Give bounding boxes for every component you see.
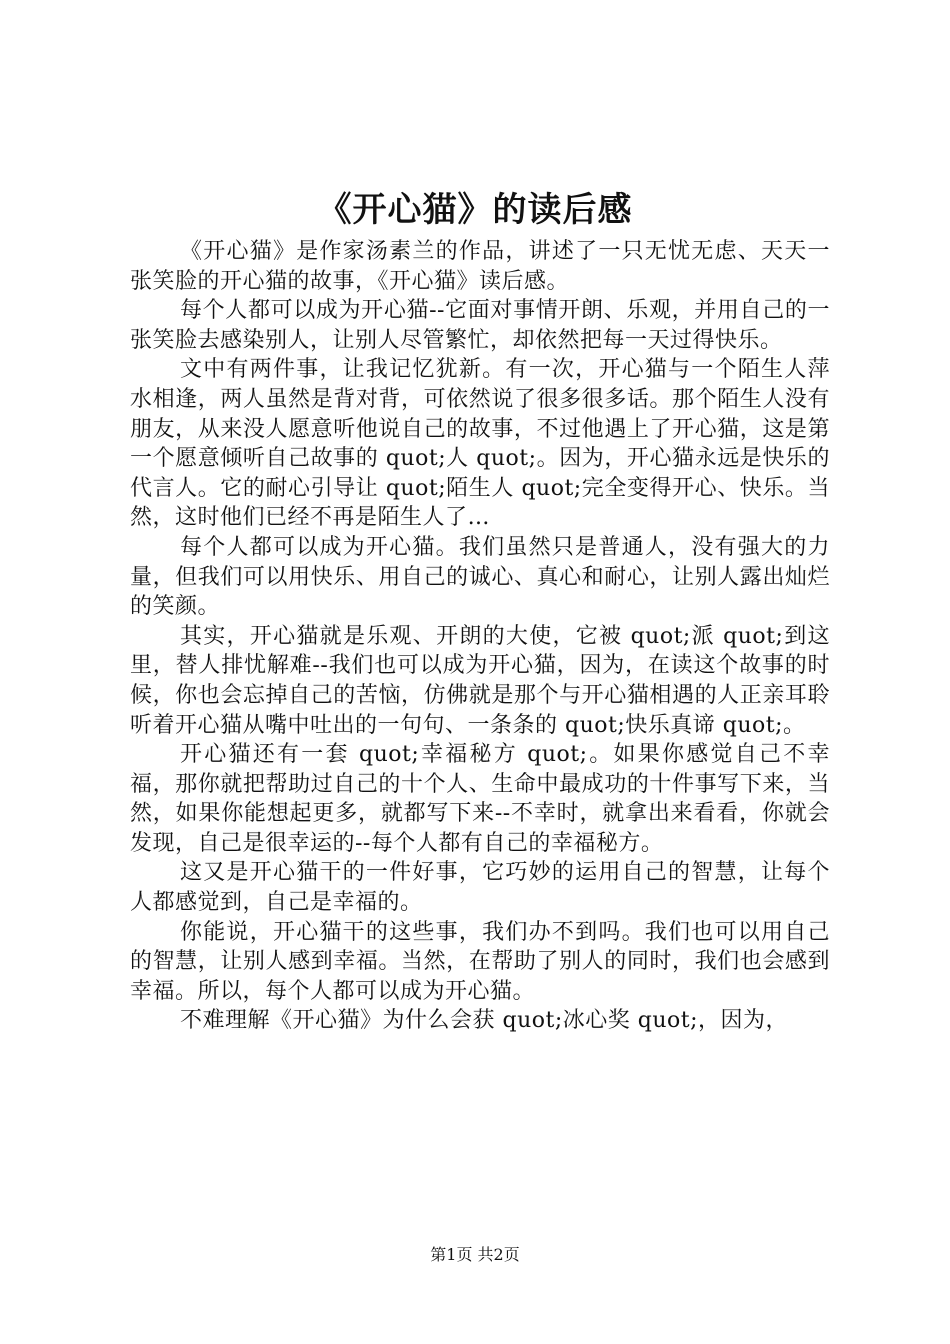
paragraph: 开心猫还有一套 quot;幸福秘方 quot;。如果你感觉自己不幸福，那你就把帮助过自己的十个人、生命中最成功的十件事写下来，当然，如果你能想起更多，就都写下来--不幸时，就拿出来看看，你就会发现，自己是很幸运的--每个人都有自己的幸福秘方。 [130,742,830,856]
document-title: 《开心猫》的读后感 [317,190,633,230]
paragraph: 其实，开心猫就是乐观、开朗的大使，它被 quot;派 quot;到这里，替人排忧解难--我们也可以成为开心猫，因为，在读这个故事的时候，你也会忘掉自己的苦恼，仿佛就是那个与开心猫相遇的人正亲耳聆听着开心猫从嘴中吐出的一句句、一条条的 quot;快乐真谛 quot;。 [130,623,830,738]
paragraph: 文中有两件事，让我记忆犹新。有一次，开心猫与一个陌生人萍水相逢，两人虽然是背对背，可依然说了很多很多话。那个陌生人没有朋友，从来没人愿意听他说自己的故事，不过他遇上了开心猫，这是第一个愿意倾听自己故事的 quot;人 quot;。因为，开心猫永远是快乐的代言人。它的耐心引导让 quot;陌生人 quot;完全变得开心、快乐。当然，这时他们已经不再是陌生人了… [130,357,830,531]
page-footer: 第1页 共2页 [430,1245,520,1264]
paragraph: 《开心猫》是作家汤素兰的作品，讲述了一只无忧无虑、天天一张笑脸的开心猫的故事，《开心猫》读后感。 [130,239,830,294]
paragraph: 每个人都可以成为开心猫。我们虽然只是普通人，没有强大的力量，但我们可以用快乐、用自己的诚心、真心和耐心，让别人露出灿烂的笑颜。 [130,534,830,620]
paragraph: 不难理解《开心猫》为什么会获 quot;冰心奖 quot;，因为， [180,1008,788,1034]
document-body [130,237,830,1036]
paragraph: 你能说，开心猫干的这些事，我们办不到吗。我们也可以用自己的智慧，让别人感到幸福。当然，在帮助了别人的同时，我们也会感到幸福。所以，每个人都可以成为开心猫。 [130,919,830,1004]
paragraph: 这又是开心猫干的一件好事，它巧妙的运用自己的智慧，让每个人都感觉到，自己是幸福的。 [130,860,830,916]
paragraph: 每个人都可以成为开心猫--它面对事情开朗、乐观，并用自己的一张笑脸去感染别人，让别人尽管繁忙，却依然把每一天过得快乐。 [130,298,830,353]
